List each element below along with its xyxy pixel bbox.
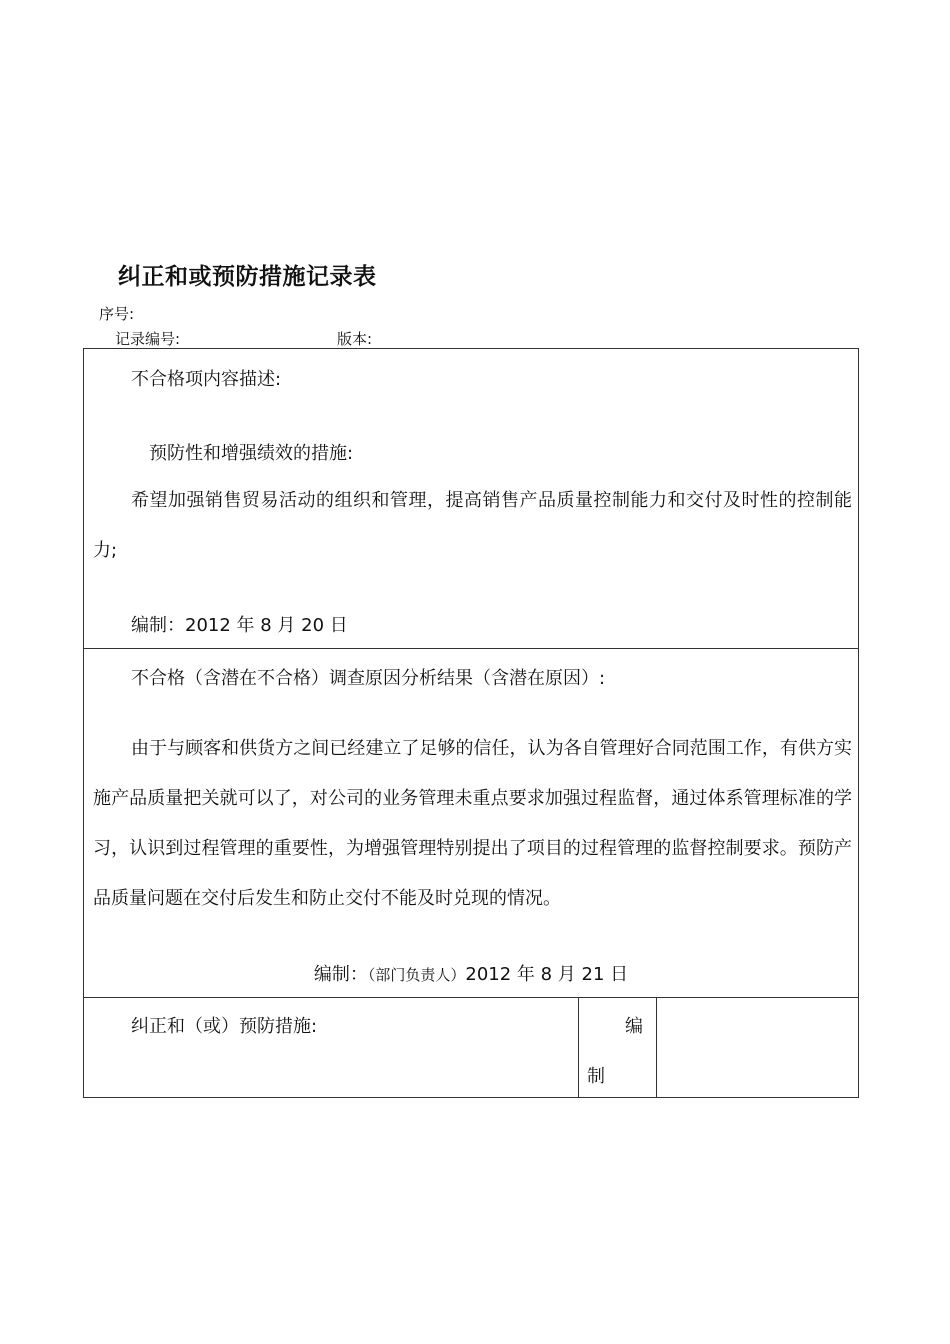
cause-analysis-text: 由于与顾客和供货方之间已经建立了足够的信任，认为各自管理好合同范围工作，有供方实施产品质量把关就可以了，对公司的业务管理未重点要求加强过程监督，通过体系管理标准的学习，认识到过程管理的重要性，为增强管理特别提出了项目的过程管理的监督控制要求。预防产品质量问题在交付后发生和防止交付不能及时兑现的情况。	[93, 738, 853, 909]
prepared-signoff-2	[84, 960, 858, 986]
prepared-label: 编制：	[313, 964, 368, 985]
nonconformity-heading: 不合格项内容描述:	[131, 369, 282, 390]
prepared-by-label-char2: 制	[587, 1066, 605, 1087]
prepared-by-value[interactable]	[657, 998, 858, 1097]
prepared-by-label-char1: 编	[625, 1016, 643, 1037]
prepared-date-1: 编制：2012 年 8 月 20 日	[131, 615, 348, 636]
corrective-action-heading: 纠正和（或）预防措施:	[131, 1016, 318, 1037]
record-number-label: 记录编号:	[115, 330, 181, 348]
document-title: 纠正和或预防措施记录表	[118, 264, 377, 290]
version-label: 版本:	[337, 330, 373, 348]
cause-analysis-heading: 不合格（含潜在不合格）调查原因分析结果（含潜在原因）:	[131, 668, 606, 689]
measures-heading: 预防性和增强绩效的措施:	[149, 443, 354, 464]
nonconformity-section	[84, 349, 859, 649]
corrective-action-section	[84, 998, 859, 1098]
serial-number-label: 序号:	[99, 305, 135, 323]
department-head-note: （部门负责人）	[367, 966, 466, 984]
prepared-date-2: 2012 年 8 月 21 日	[465, 964, 629, 985]
cause-analysis-section	[84, 649, 859, 998]
record-table	[83, 348, 859, 1098]
measures-text: 希望加强销售贸易活动的组织和管理，提高销售产品质量控制能力和交付及时性的控制能力;	[93, 490, 853, 561]
